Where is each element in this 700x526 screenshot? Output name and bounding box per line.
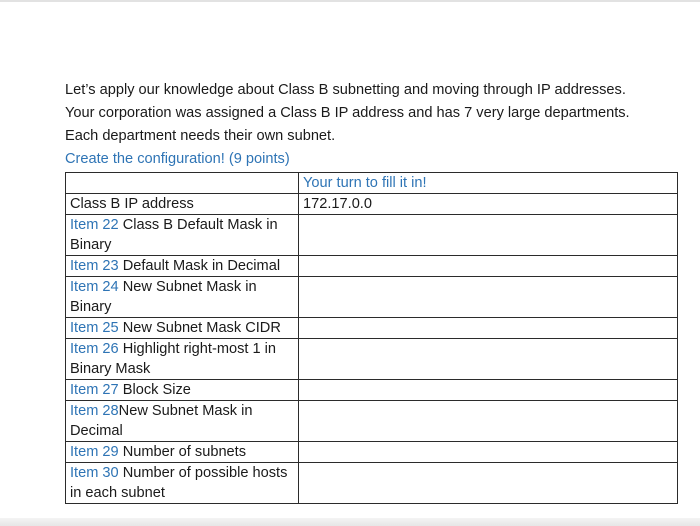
- page-top-border: [0, 0, 700, 2]
- item-label: New Subnet Mask in Binary: [70, 279, 257, 315]
- item-label: Highlight right-most 1 in Binary Mask: [70, 341, 277, 377]
- item-label: New Subnet Mask CIDR: [118, 320, 281, 336]
- configuration-table: [65, 172, 678, 504]
- answer-cell[interactable]: [299, 463, 678, 504]
- table-row: [66, 256, 678, 277]
- document-body: [65, 79, 685, 504]
- item-label: New Subnet Mask in Decimal: [70, 403, 253, 439]
- page-bottom-shadow: [0, 518, 700, 526]
- table-row: [66, 401, 678, 442]
- intro-line-1: Let’s apply our knowledge about Class B subnetting and moving through IP addresses.: [65, 82, 626, 98]
- item-number: Item 29: [70, 444, 119, 460]
- item-label-cell: [66, 318, 299, 339]
- item-number: Item 24: [70, 279, 119, 295]
- table-row: [66, 463, 678, 504]
- intro-line-2: Your corporation was assigned a Class B IP address and has 7 very large departments.: [65, 105, 630, 121]
- item-number: Item 23: [70, 258, 119, 274]
- item-label: Class B IP address: [70, 196, 194, 212]
- item-label-cell: [66, 380, 299, 401]
- item-label-cell: [66, 442, 299, 463]
- answer-cell[interactable]: [299, 442, 678, 463]
- item-label-cell: [66, 194, 299, 215]
- item-label-cell: [66, 277, 299, 318]
- header-answer-cell: Your turn to fill it in!: [299, 173, 678, 194]
- item-label: Block Size: [118, 382, 191, 398]
- answer-cell[interactable]: [299, 339, 678, 380]
- item-label: Number of possible hosts in each subnet: [70, 465, 288, 501]
- table-header-row: [66, 173, 678, 194]
- table-row: [66, 318, 678, 339]
- table-row: [66, 277, 678, 318]
- table-row: [66, 380, 678, 401]
- answer-cell[interactable]: [299, 277, 678, 318]
- table-row: [66, 215, 678, 256]
- table-row: [66, 339, 678, 380]
- table-row: [66, 194, 678, 215]
- answer-cell[interactable]: [299, 256, 678, 277]
- item-label: Class B Default Mask in Binary: [70, 217, 278, 253]
- item-label-cell: [66, 401, 299, 442]
- item-number: Item 30: [70, 465, 119, 481]
- answer-cell[interactable]: [299, 380, 678, 401]
- header-item-cell: [66, 173, 299, 194]
- item-label-cell: [66, 463, 299, 504]
- intro-line-3: Each department needs their own subnet.: [65, 128, 336, 144]
- table-row: [66, 442, 678, 463]
- answer-cell[interactable]: 172.17.0.0: [299, 194, 678, 215]
- item-number: Item 22: [70, 217, 119, 233]
- item-number: Item 27: [70, 382, 119, 398]
- item-label: Default Mask in Decimal: [118, 258, 281, 274]
- item-number: Item 28: [70, 403, 119, 419]
- answer-cell[interactable]: [299, 215, 678, 256]
- item-label-cell: [66, 256, 299, 277]
- item-label-cell: [66, 339, 299, 380]
- item-label: Number of subnets: [118, 444, 247, 460]
- item-label-cell: [66, 215, 299, 256]
- answer-cell[interactable]: [299, 401, 678, 442]
- item-number: Item 26: [70, 341, 119, 357]
- answer-cell[interactable]: [299, 318, 678, 339]
- item-number: Item 25: [70, 320, 119, 336]
- instruction-text: Create the configuration! (9 points): [65, 151, 290, 167]
